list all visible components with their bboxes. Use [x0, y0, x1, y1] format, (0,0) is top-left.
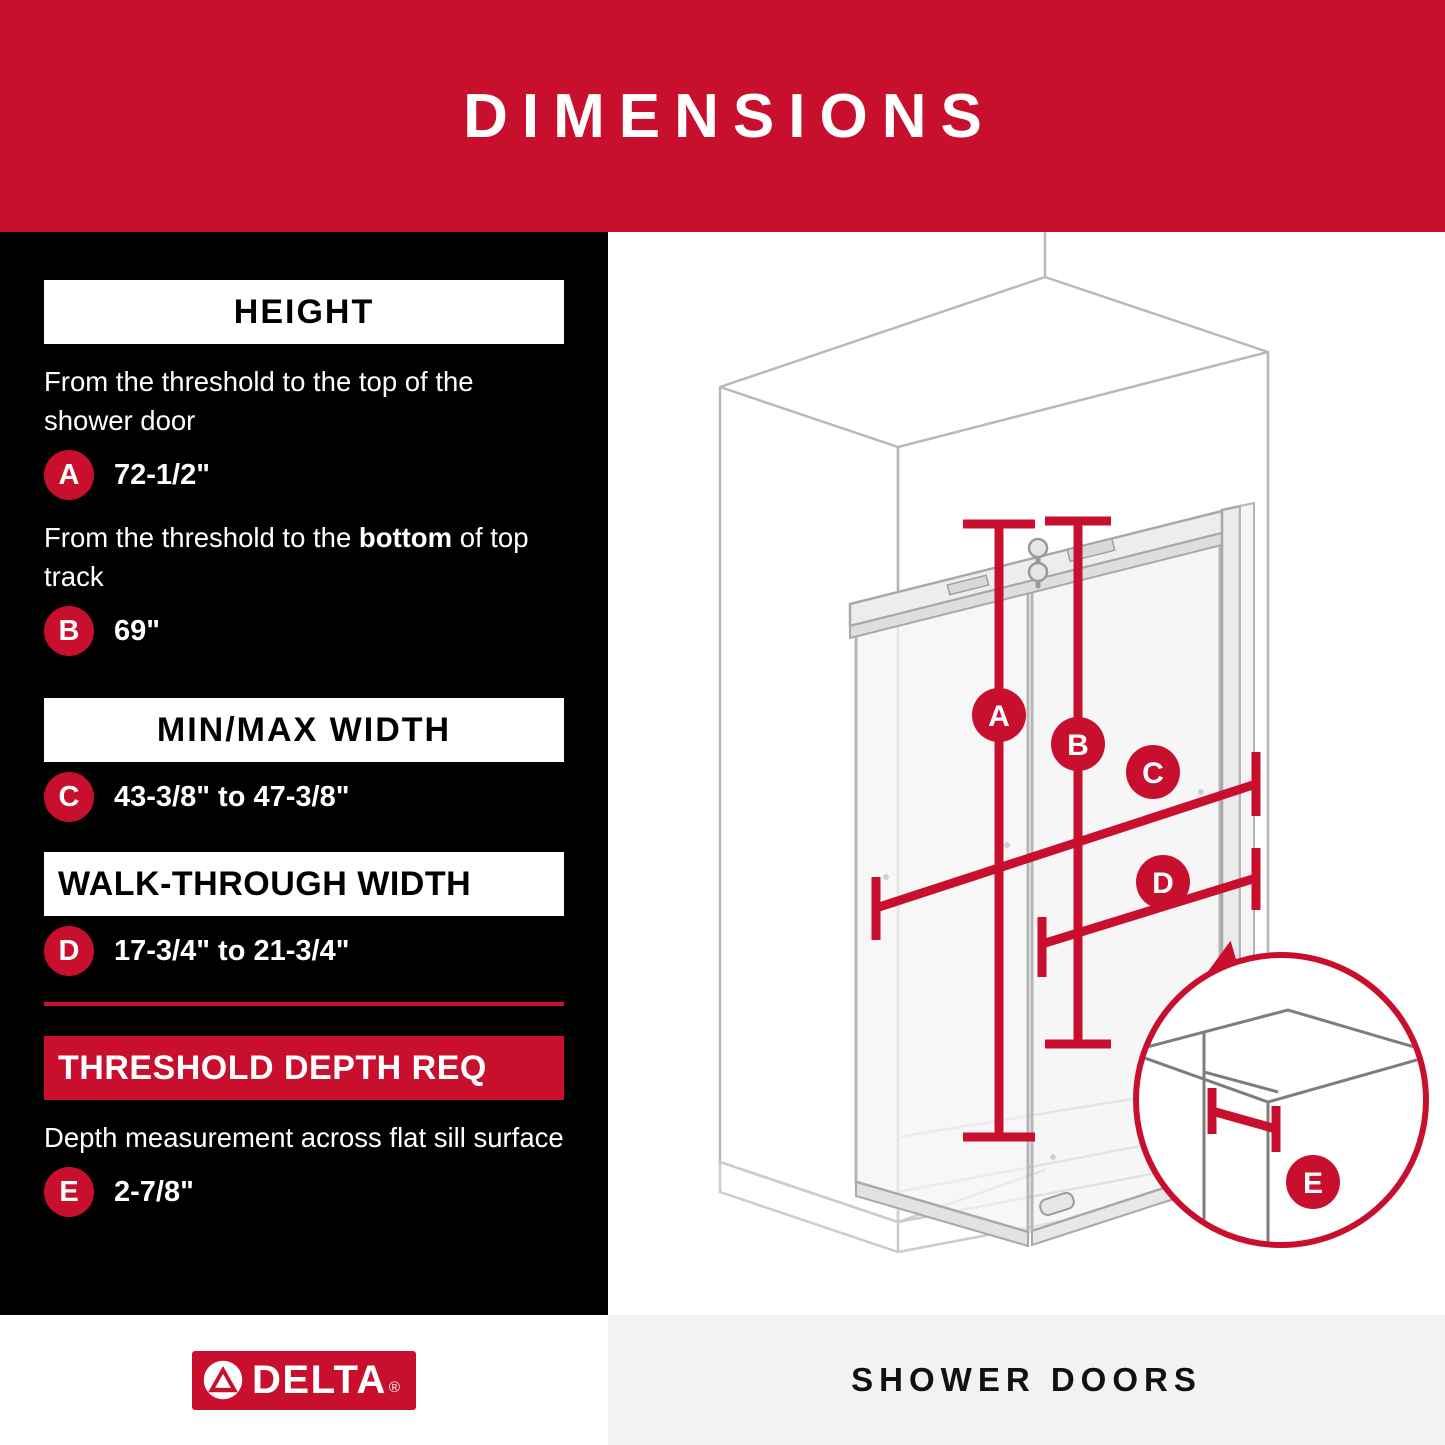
spacer — [44, 838, 564, 852]
measure-row-d — [44, 926, 564, 976]
specs-panel — [0, 232, 608, 1315]
shower-door-illustration — [608, 232, 1445, 1315]
height-description-b-bold: bottom — [358, 522, 453, 554]
measure-value-d: 17-3/4" to 21-3/4" — [114, 934, 350, 967]
badge-d: D — [44, 926, 94, 976]
section-header-threshold-depth: THRESHOLD DEPTH REQ — [44, 1036, 564, 1100]
badge-a: A — [44, 450, 94, 500]
diagram-badge-b-label: B — [1067, 729, 1089, 762]
measure-row-b — [44, 606, 564, 656]
badge-e: E — [44, 1167, 94, 1217]
footer — [0, 1315, 1445, 1445]
measure-value-a: 72-1/2" — [114, 458, 210, 491]
delta-registered-mark: ® — [388, 1378, 400, 1396]
spacer — [44, 672, 564, 698]
measure-row-a — [44, 450, 564, 500]
badge-b: B — [44, 606, 94, 656]
diagram-badge-a-label: A — [988, 700, 1010, 733]
height-description-a: From the threshold to the top of the shower door — [44, 366, 474, 437]
footer-brand-area — [0, 1315, 608, 1445]
measure-value-b: 69" — [114, 614, 161, 647]
measure-value-c: 43-3/8" to 47-3/8" — [114, 780, 350, 813]
header-banner — [0, 0, 1445, 232]
delta-logo — [192, 1351, 416, 1410]
section-header-walkthrough-width: WALK-THROUGH WIDTH — [44, 852, 564, 916]
section-header-minmax-width: MIN/MAX WIDTH — [44, 698, 564, 762]
diagram-badge-e-label: E — [1302, 1167, 1324, 1200]
section-divider — [44, 1002, 564, 1006]
height-description-b-post: of top track — [44, 522, 529, 593]
footer-category-area — [608, 1315, 1445, 1445]
delta-wordmark: DELTA — [252, 1357, 387, 1402]
measure-row-e — [44, 1167, 564, 1217]
footer-category-label: SHOWER DOORS — [851, 1361, 1202, 1398]
page-title: DIMENSIONS — [463, 81, 996, 151]
delta-triangle-icon — [202, 1359, 244, 1401]
threshold-description: Depth measurement across flat sill surface — [44, 1122, 564, 1154]
measure-value-e: 2-7/8" — [114, 1175, 194, 1208]
section-header-height: HEIGHT — [44, 280, 564, 344]
height-description-b — [44, 518, 564, 596]
diagram-panel — [608, 232, 1445, 1315]
height-description-b-pre: From the threshold to the — [44, 522, 359, 554]
diagram-badge-d-label: D — [1152, 867, 1174, 900]
badge-c: C — [44, 772, 94, 822]
diagram-badge-c-label: C — [1142, 757, 1164, 790]
measure-row-c — [44, 772, 564, 822]
